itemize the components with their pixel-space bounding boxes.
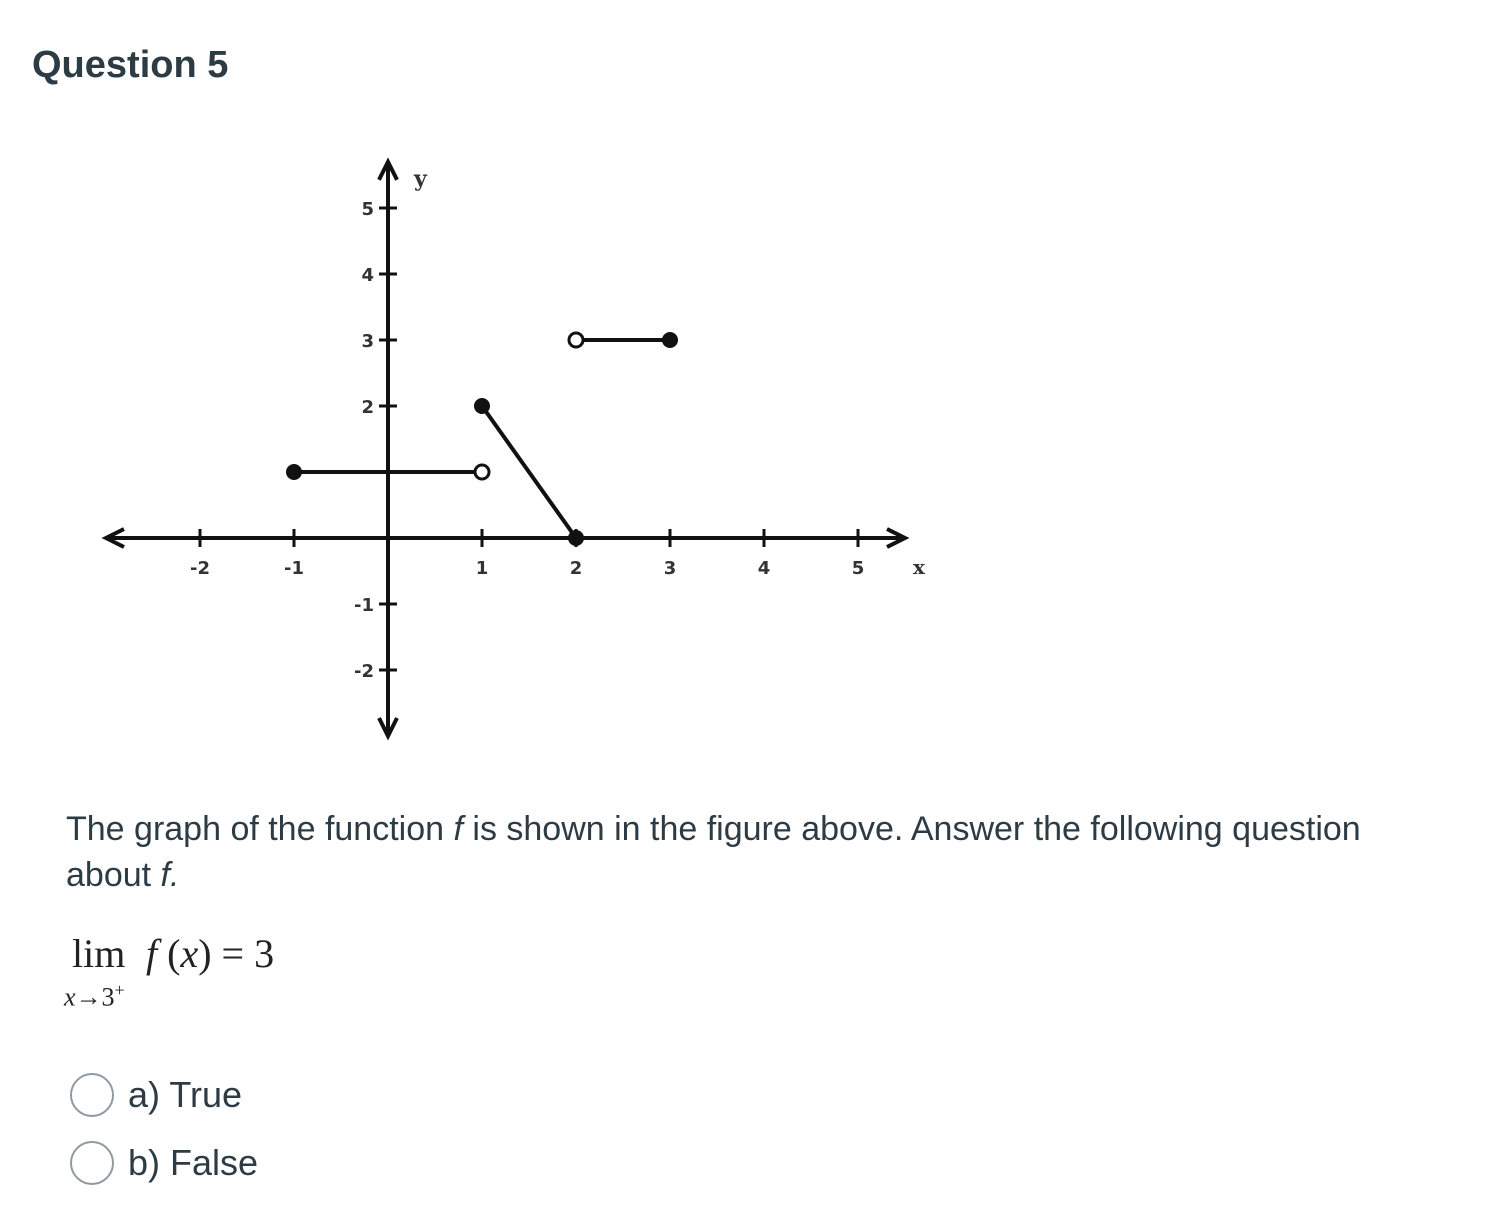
y-axis-label: y	[414, 165, 427, 192]
limit-variable: x	[64, 982, 76, 1012]
x-tick-label-1: 1	[475, 558, 489, 579]
option-false[interactable]	[70, 1138, 258, 1188]
segment-3-start-open-point	[569, 333, 583, 347]
segment-2-end-closed-point	[568, 530, 584, 546]
segment-2-start-closed-point	[474, 398, 490, 414]
prompt-text-2: is shown in the figure above. Answer the following question about	[66, 810, 1361, 894]
x-tick-label--1: -1	[284, 558, 304, 579]
option-false-label[interactable]: b) False	[128, 1142, 259, 1183]
y-tick-label-2: 2	[361, 397, 374, 418]
y-tick-label--1: -1	[354, 595, 374, 616]
limit-function	[146, 930, 274, 977]
x-tick-label-2: 2	[569, 558, 583, 579]
x-tick-label--2: -2	[190, 558, 210, 579]
limit-func-name: f	[146, 931, 158, 976]
x-tick-label-5: 5	[851, 558, 865, 579]
segment-3-end-closed-point	[662, 332, 678, 348]
prompt-text-1: The graph of the function	[66, 810, 454, 848]
prompt-function-name: f	[453, 810, 463, 848]
limit-direction: +	[114, 980, 125, 1000]
option-true-label[interactable]: a) True	[128, 1074, 243, 1115]
x-tick-label-3: 3	[663, 558, 677, 579]
segment-1-start-closed-point	[286, 464, 302, 480]
x-tick-label-4: 4	[757, 558, 771, 579]
limit-arrow: →	[75, 982, 102, 1012]
radio-button-true[interactable]	[70, 1073, 114, 1117]
limit-approach-value: 3	[101, 982, 115, 1012]
segment-1-end-open-point	[475, 465, 489, 479]
y-tick-label-5: 5	[361, 199, 374, 220]
radio-button-false[interactable]	[70, 1141, 114, 1185]
option-true[interactable]	[70, 1070, 242, 1120]
x-axis-label: x	[913, 555, 925, 579]
segment-2	[482, 406, 576, 538]
limit-open-paren: (	[157, 931, 181, 976]
question-prompt	[66, 806, 1426, 898]
limit-equals: ) = 3	[198, 931, 275, 976]
limit-arg: x	[180, 931, 199, 976]
y-tick-label--2: -2	[354, 661, 374, 682]
function-graph	[80, 140, 960, 760]
limit-subscript	[64, 980, 125, 1013]
question-title: Question 5	[32, 44, 229, 86]
limit-operator: lim	[72, 931, 126, 976]
prompt-function-name-end: f.	[160, 856, 180, 894]
y-tick-label-3: 3	[361, 331, 374, 352]
y-tick-label-4: 4	[361, 265, 374, 286]
